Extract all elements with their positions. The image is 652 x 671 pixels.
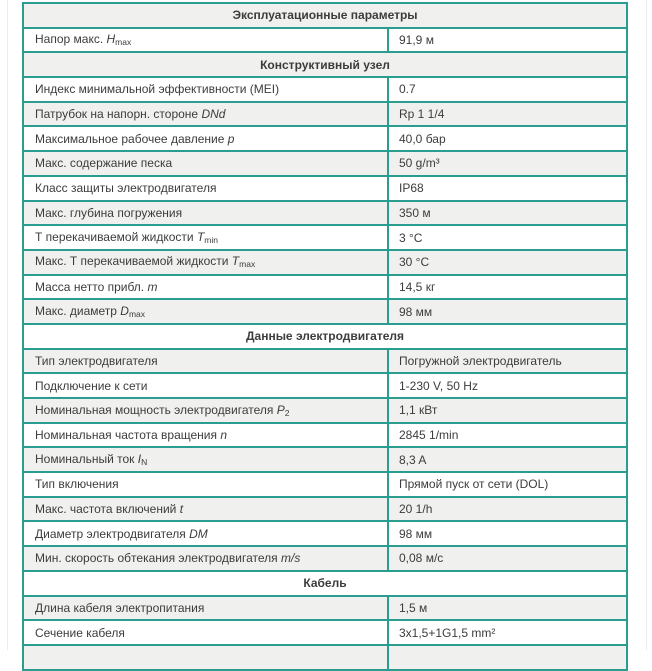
row-label-cell [24, 473, 389, 496]
row-label [35, 231, 218, 245]
label-text: Номинальная частота вращения [35, 428, 221, 443]
row-label-cell [24, 276, 389, 299]
row-value: 50 g/m³ [399, 156, 440, 171]
row-value: 0,08 м/с [399, 551, 444, 566]
label-text: Длина кабеля электропитания [35, 600, 205, 615]
row-label [35, 429, 227, 441]
row-value: 98 мм [399, 304, 433, 319]
row-label [35, 133, 234, 145]
row-label-cell [24, 300, 389, 323]
row-label [35, 33, 131, 47]
table-row [24, 473, 626, 498]
row-label [35, 281, 157, 293]
row-value-cell [389, 300, 626, 323]
row-value-cell [389, 152, 626, 175]
row-label-cell [24, 78, 389, 101]
row-value-cell [389, 29, 626, 52]
row-value: 8,3 A [399, 452, 427, 467]
label-variable: n [220, 428, 228, 443]
row-value-cell [389, 202, 626, 225]
section-header-row [24, 4, 626, 29]
row-value-cell [389, 473, 626, 496]
row-label [35, 255, 255, 269]
row-label-cell [24, 152, 389, 175]
row-value: 30 °C [399, 255, 430, 270]
label-text: Номинальный ток [35, 451, 138, 466]
table-row [24, 78, 626, 103]
row-label [35, 528, 208, 540]
row-value-cell [389, 448, 626, 471]
row-label-cell [24, 350, 389, 373]
label-text: Патрубок на напорн. стороне [35, 107, 202, 122]
row-value: 3 °C [399, 230, 423, 245]
row-value: 2845 1/min [399, 428, 459, 443]
table-row [24, 29, 626, 54]
row-label-cell [24, 251, 389, 274]
row-value: 98 мм [399, 526, 433, 541]
row-label-cell [24, 498, 389, 521]
table-row [24, 276, 626, 301]
row-label-cell [24, 127, 389, 150]
row-label-cell [24, 448, 389, 471]
label-text: Индекс минимальной эффективности (MEI) [35, 82, 280, 97]
row-label-cell [24, 621, 389, 644]
label-text: Т перекачиваемой жидкости [35, 229, 197, 244]
label-variable: P [276, 402, 285, 417]
table-row [24, 498, 626, 523]
row-label [35, 108, 225, 120]
row-label [35, 404, 289, 418]
spec-table [22, 2, 628, 671]
row-value: Прямой пуск от сети (DOL) [399, 477, 549, 492]
row-value: 20 1/h [399, 502, 433, 517]
row-value-cell [389, 646, 626, 669]
row-value-cell [389, 374, 626, 397]
row-label [35, 478, 119, 490]
label-subscript: min [204, 234, 218, 245]
table-row [24, 399, 626, 424]
row-value: 1,5 м [399, 600, 428, 615]
row-value-cell [389, 498, 626, 521]
row-value: 1-230 V, 50 Hz [399, 378, 478, 393]
label-variable: DM [189, 526, 208, 541]
row-label-cell [24, 424, 389, 447]
section-header-label: Данные электродвигателя [245, 329, 405, 344]
row-value-cell [389, 177, 626, 200]
row-label-cell [24, 374, 389, 397]
table-row [24, 374, 626, 399]
row-value: 14,5 кг [399, 279, 436, 294]
label-text: Класс защиты электродвигателя [35, 181, 217, 196]
table-row [24, 448, 626, 473]
table-row [24, 300, 626, 325]
label-variable: D [120, 303, 129, 318]
row-value: 0.7 [399, 82, 416, 97]
row-value-cell [389, 226, 626, 249]
label-text: Сечение кабеля [35, 625, 125, 640]
table-row [24, 597, 626, 622]
row-label-cell [24, 103, 389, 126]
row-value-cell [389, 399, 626, 422]
row-value: IP68 [399, 181, 424, 196]
label-subscript: max [239, 259, 256, 270]
row-label [35, 552, 300, 564]
row-label [35, 207, 182, 219]
label-variable: I [137, 451, 142, 466]
row-label-cell [24, 646, 389, 669]
row-value: 91,9 м [399, 33, 434, 48]
label-text: Макс. диаметр [35, 303, 121, 318]
row-label [35, 453, 147, 467]
table-row [24, 177, 626, 202]
row-label [35, 355, 158, 367]
label-variable: T [231, 254, 240, 269]
row-value-cell [389, 522, 626, 545]
label-subscript: max [115, 37, 132, 48]
label-variable: T [196, 229, 205, 244]
label-text: Макс. содержание песка [35, 156, 173, 171]
row-label [35, 503, 183, 515]
table-row [24, 152, 626, 177]
section-header-row [24, 572, 626, 597]
label-variable: H [106, 32, 116, 47]
table-row [24, 127, 626, 152]
row-value: 3x1,5+1G1,5 mm² [399, 625, 496, 640]
section-header-label: Конструктивный узел [260, 57, 390, 72]
row-value-cell [389, 103, 626, 126]
label-text: Макс. частота включений [35, 502, 180, 517]
label-text: Тип электродвигателя [35, 353, 158, 368]
row-label [35, 627, 125, 639]
row-label [35, 157, 172, 169]
row-label-cell [24, 226, 389, 249]
table-row [24, 424, 626, 449]
table-row [24, 350, 626, 375]
table-row [24, 547, 626, 572]
label-text: Мин. скорость обтекания электродвигателя [35, 551, 281, 566]
label-text: Максимальное рабочее давление [35, 131, 228, 146]
table-row [24, 621, 626, 646]
label-subscript: 2 [284, 407, 290, 418]
row-label-cell [24, 399, 389, 422]
label-subscript: max [128, 308, 145, 319]
row-value-cell [389, 276, 626, 299]
label-variable: m/s [281, 551, 301, 566]
table-row [24, 251, 626, 276]
row-label-cell [24, 29, 389, 52]
section-header-row [24, 325, 626, 350]
row-value-cell [389, 350, 626, 373]
row-label [35, 305, 145, 319]
row-label-cell [24, 547, 389, 570]
row-value-cell [389, 621, 626, 644]
row-label [35, 380, 147, 392]
label-text: Номинальная мощность электродвигателя [35, 402, 277, 417]
row-value-cell [389, 251, 626, 274]
table-row [24, 103, 626, 128]
row-value: Rp 1 1/4 [399, 107, 445, 122]
label-text: Макс. Т перекачиваемой жидкости [35, 254, 232, 269]
row-label [35, 83, 279, 95]
table-row [24, 522, 626, 547]
row-value-cell [389, 78, 626, 101]
table-row [24, 202, 626, 227]
row-label-cell [24, 177, 389, 200]
row-label-cell [24, 597, 389, 620]
label-text: Тип включения [35, 477, 119, 492]
label-text: Диаметр электродвигателя [35, 526, 190, 541]
section-header-label: Эксплуатационные параметры [232, 8, 418, 23]
label-text: Подключение к сети [35, 378, 148, 393]
row-label-cell [24, 522, 389, 545]
row-label [35, 182, 216, 194]
label-variable: m [147, 279, 158, 294]
row-value: 350 м [399, 205, 431, 220]
label-variable: p [227, 131, 235, 146]
row-value-cell [389, 127, 626, 150]
label-variable: DNd [201, 107, 226, 122]
row-label [35, 602, 204, 614]
row-value: Погружной электродвигатель [399, 353, 562, 368]
row-value-cell [389, 424, 626, 447]
label-text: Макс. глубина погружения [35, 205, 183, 220]
row-label-cell [24, 202, 389, 225]
label-subscript: N [141, 456, 148, 467]
table-row [24, 226, 626, 251]
row-value: 40,0 бар [399, 131, 446, 146]
row-value: 1,1 кВт [399, 403, 438, 418]
row-value-cell [389, 597, 626, 620]
section-header-label: Кабель [303, 576, 347, 591]
label-variable: t [179, 502, 184, 517]
row-value-cell [389, 547, 626, 570]
label-text: Масса нетто прибл. [35, 279, 148, 294]
label-text: Напор макс. [35, 32, 107, 47]
section-header-row [24, 53, 626, 78]
